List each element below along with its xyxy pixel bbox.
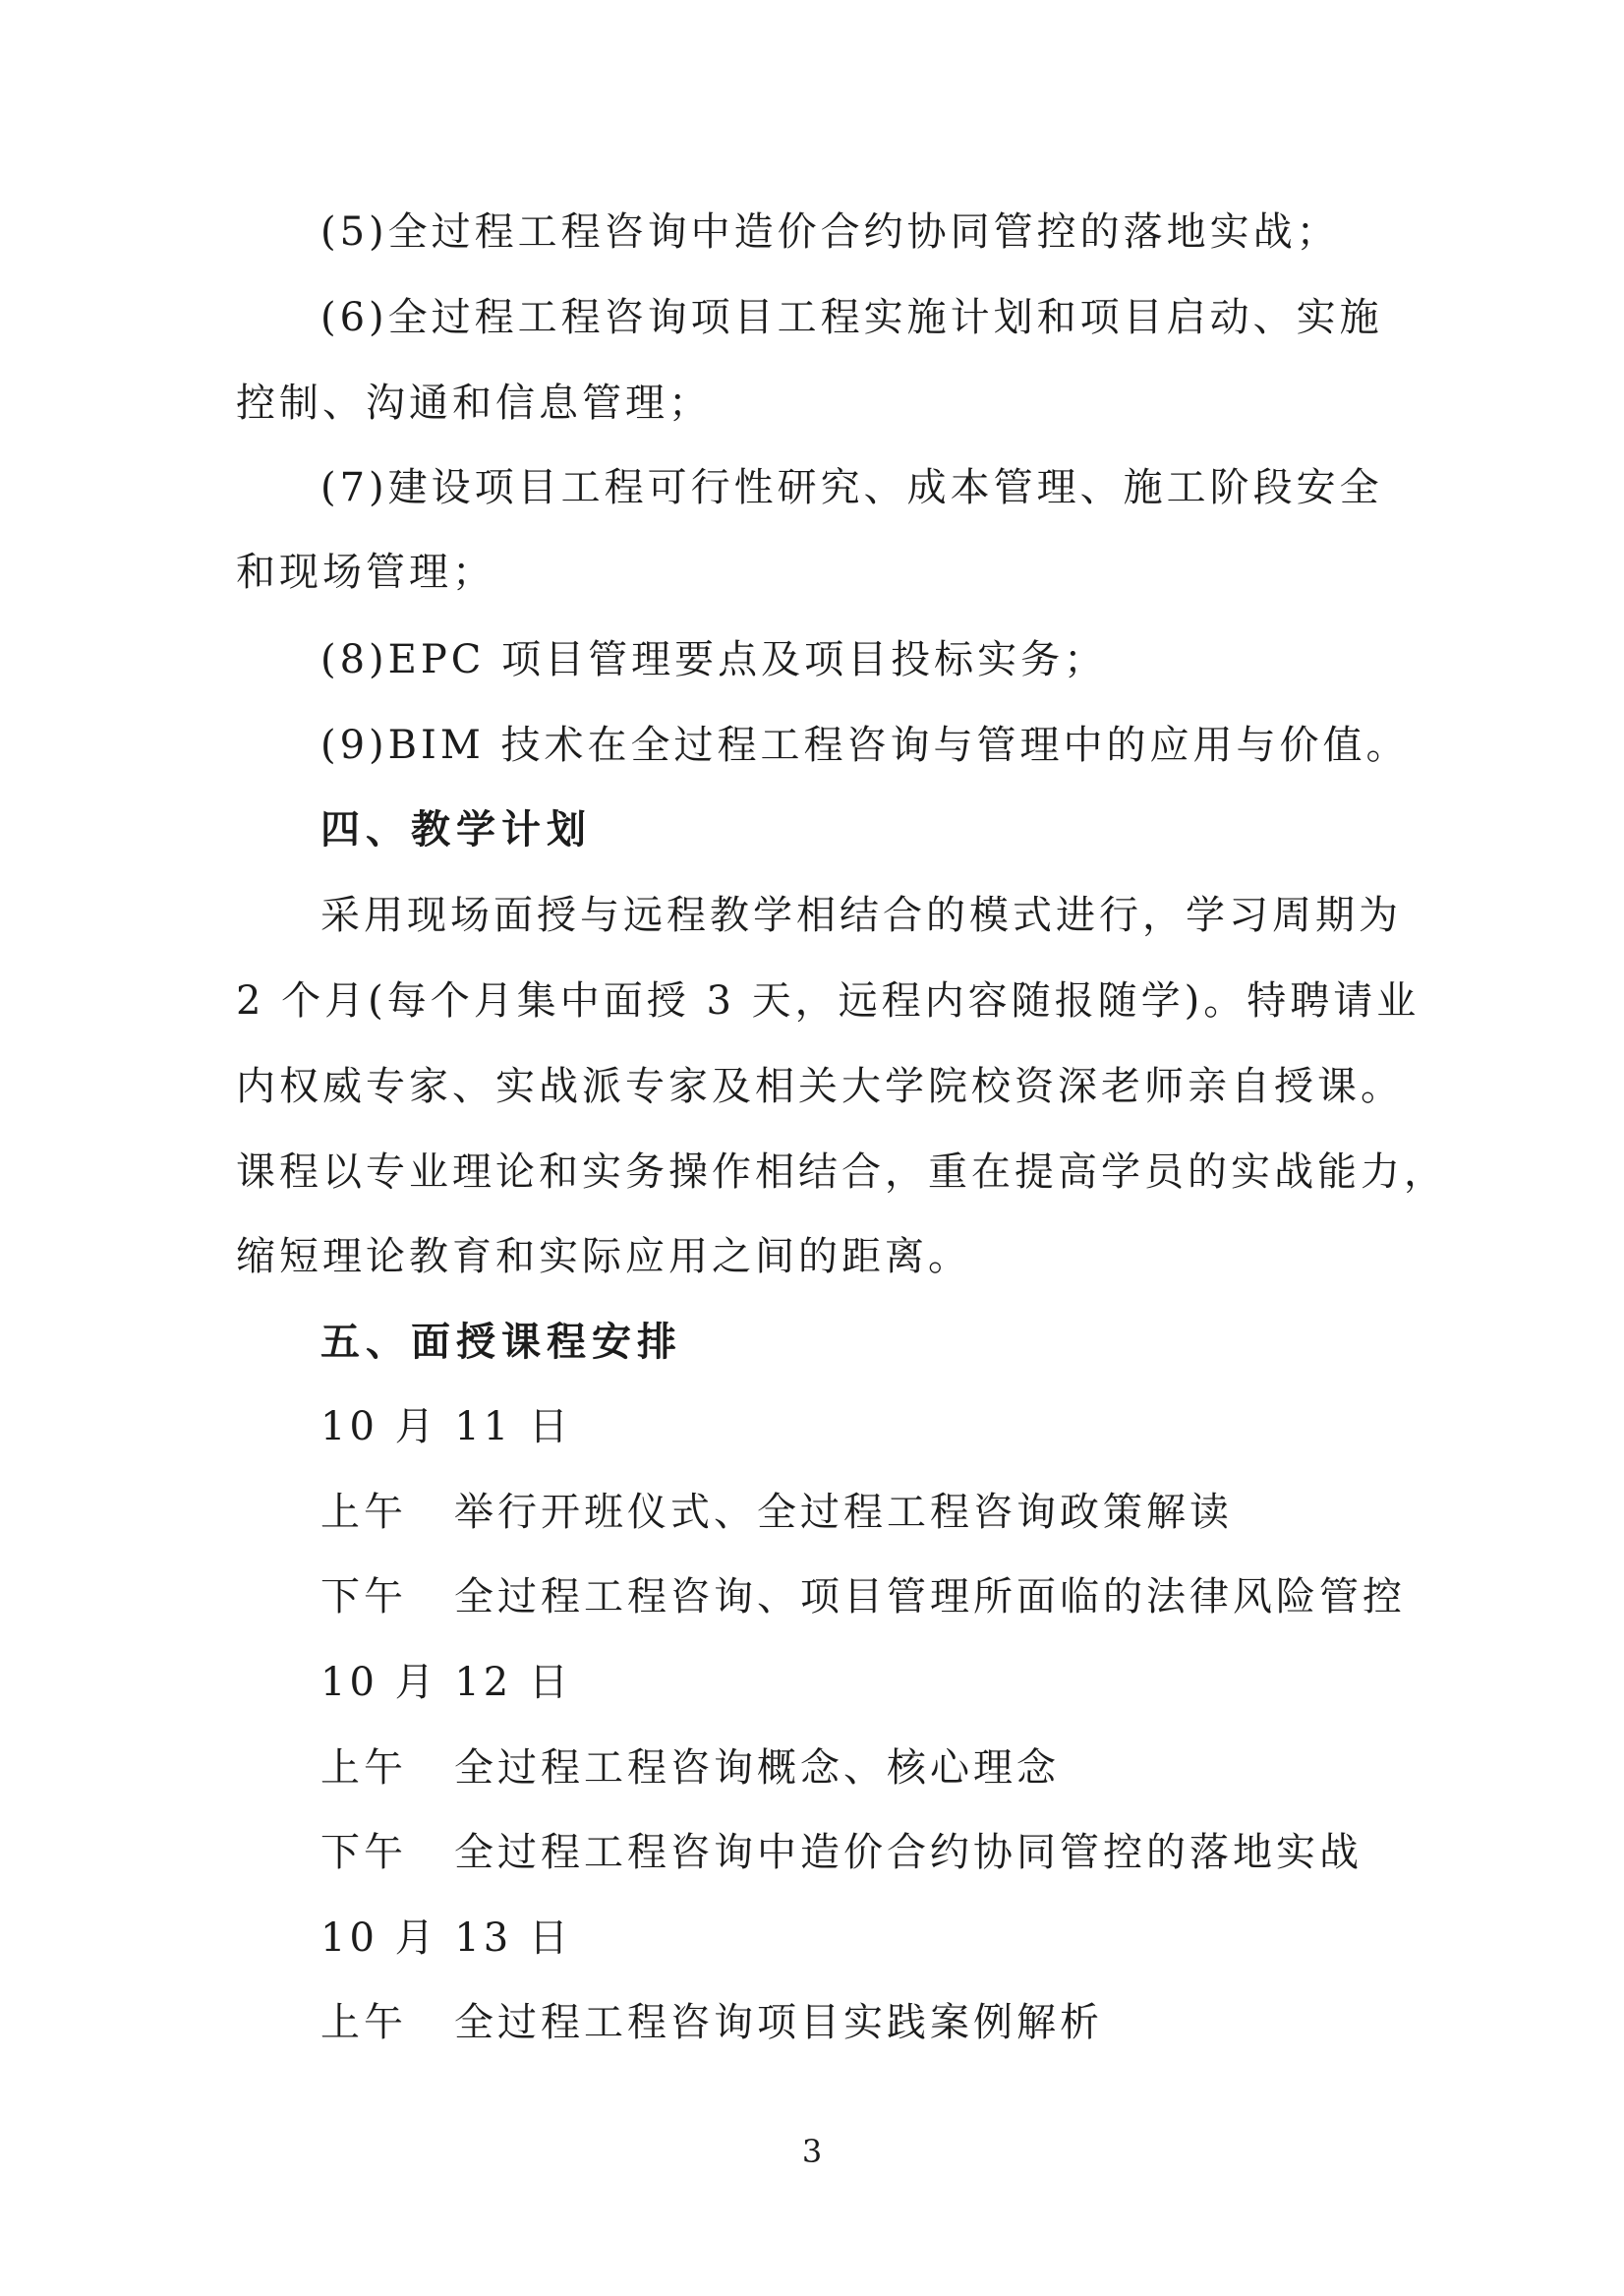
content-item-7: (7)建设项目工程可行性研究、成本管理、施工阶段安全 [320,465,1383,510]
paragraph-line: 课程以专业理论和实务操作相结合，重在提高学员的实战能力， [236,1149,1447,1195]
content-item-5: (5)全过程工程咨询中造价合约协同管控的落地实战； [320,209,1340,255]
schedule-row [320,1571,1406,1622]
schedule-period-label: 上午 [320,1490,407,1535]
section-4-heading: 四、教学计划 [320,807,592,853]
page-number: 3 [801,2133,823,2170]
schedule-row [320,1742,1060,1794]
schedule-topic: 举行开班仪式、全过程工程咨询政策解读 [454,1490,1233,1535]
content-item-8: (8)EPC 项目管理要点及项目投标实务； [320,637,1108,682]
schedule-period-label: 上午 [320,2000,407,2045]
schedule-period-label: 下午 [320,1574,407,1619]
content-item-6: (6)全过程工程咨询项目工程实施计划和项目启动、实施 [320,295,1383,340]
schedule-row [320,1827,1363,1878]
content-item-7-cont: 和现场管理； [236,550,495,595]
schedule-date: 10 月 11 日 [320,1404,572,1449]
paragraph-line: 内权威专家、实战派专家及相关大学院校资深老师亲自授课。 [236,1064,1404,1109]
schedule-row [320,1997,1103,2048]
schedule-date: 10 月 13 日 [320,1915,572,1961]
schedule-topic: 全过程工程咨询、项目管理所面临的法律风险管控 [454,1574,1406,1619]
schedule-topic: 全过程工程咨询项目实践案例解析 [454,2000,1103,2045]
schedule-date: 10 月 12 日 [320,1660,572,1705]
schedule-period-label: 上午 [320,1745,407,1791]
section-5-heading: 五、面授课程安排 [320,1320,682,1365]
schedule-period-label: 下午 [320,1830,407,1875]
content-item-9: (9)BIM 技术在全过程工程咨询与管理中的应用与价值。 [320,723,1410,768]
schedule-topic: 全过程工程咨询概念、核心理念 [454,1745,1060,1791]
schedule-row [320,1487,1233,1538]
content-item-6-cont: 控制、沟通和信息管理； [236,381,712,426]
schedule-topic: 全过程工程咨询中造价合约协同管控的落地实战 [454,1830,1363,1875]
paragraph-line: 采用现场面授与远程教学相结合的模式进行，学习周期为 [320,893,1402,938]
paragraph-line: 缩短理论教育和实际应用之间的距离。 [236,1234,971,1279]
paragraph-line: 2 个月(每个月集中面授 3 天，远程内容随报随学)。特聘请业 [236,978,1421,1024]
